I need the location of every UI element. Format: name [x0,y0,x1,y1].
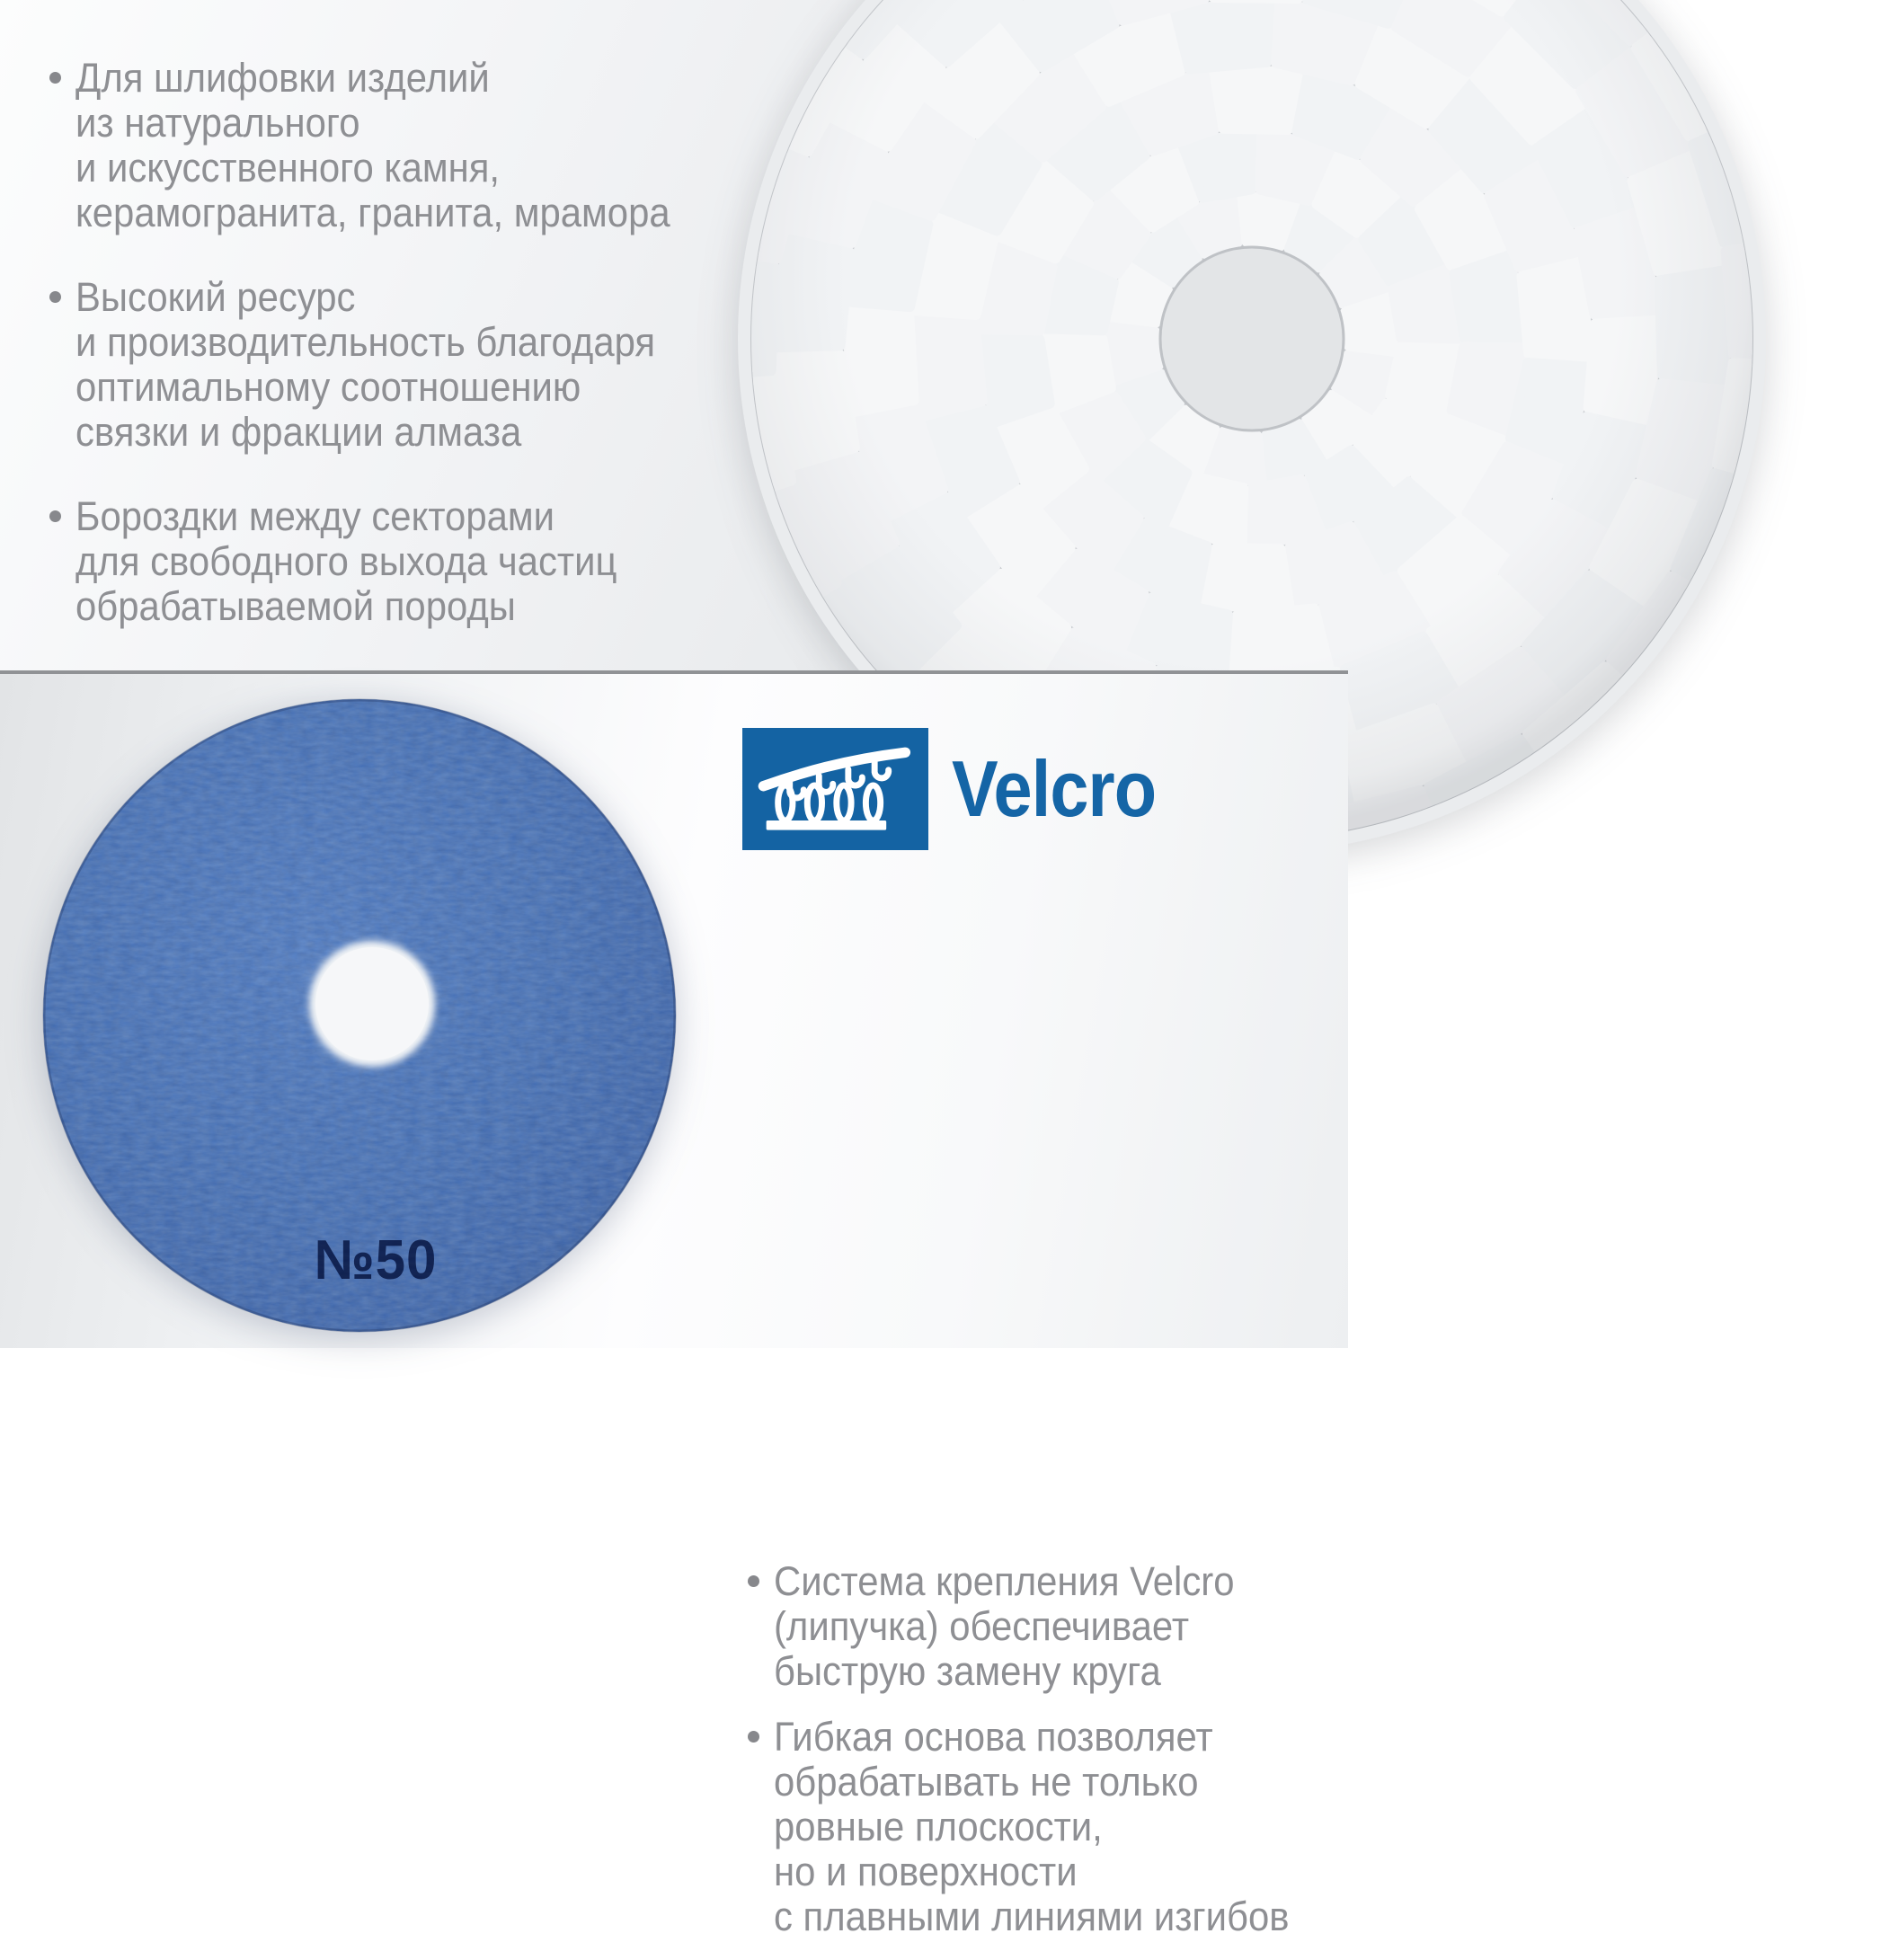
pad-center-hole [1160,247,1344,430]
feature-item [748,1559,1323,1694]
bullet-dot-icon [49,291,61,303]
feature-item [49,275,714,455]
feature-line: Бороздки между секторами [75,493,555,539]
feature-line: керамогранита, гранита, мрамора [75,190,670,235]
velcro-brand-block [742,728,1184,850]
feature-line: но и поверхности [774,1849,1078,1894]
feature-line: (липучка) обеспечивает [774,1603,1189,1649]
feature-line: Гибкая основа позволяет [774,1714,1213,1760]
grit-number-label: №50 [314,1229,438,1291]
disc-center-hole-inner [315,947,429,1060]
feature-line: оптимальному соотношению [75,364,581,410]
top-panel [0,0,1348,670]
feature-text [75,275,670,455]
feature-item [748,1715,1323,1939]
feature-line: обрабатываемой породы [75,583,516,629]
feature-line: связки и фракции алмаза [75,409,522,455]
feature-text [774,1559,1284,1694]
feature-line: обрабатывать не только [774,1759,1199,1805]
feature-item [49,494,714,629]
velcro-brand-name: Velcro [952,744,1157,833]
feature-list-top [49,56,714,669]
bottom-panel [0,674,1348,1939]
feature-line: Для шлифовки изделий [75,55,490,101]
feature-text [75,56,670,235]
feature-line: ровные плоскости, [774,1804,1103,1849]
bullet-dot-icon [748,1575,759,1587]
feature-line: и искусственного камня, [75,145,501,191]
feature-line: Система крепления Velcro [774,1558,1235,1604]
feature-line: Высокий ресурс [75,274,356,320]
feature-line: быструю замену круга [774,1648,1161,1694]
bullet-dot-icon [49,72,61,84]
bullet-dot-icon [49,510,61,522]
feature-line: для свободного выхода частиц [75,538,617,584]
feature-item [49,56,714,235]
feature-text [75,494,670,629]
feature-line: из натурального [75,100,360,146]
velcro-hooks-icon [759,738,913,840]
feature-text [774,1715,1290,1939]
feature-line: и производительность благодаря [75,319,656,365]
feature-list-bottom [748,1559,1323,1960]
bullet-dot-icon [748,1731,759,1743]
feature-line: с плавными линиями изгибов [774,1893,1290,1939]
velcro-logo-box [742,728,928,850]
